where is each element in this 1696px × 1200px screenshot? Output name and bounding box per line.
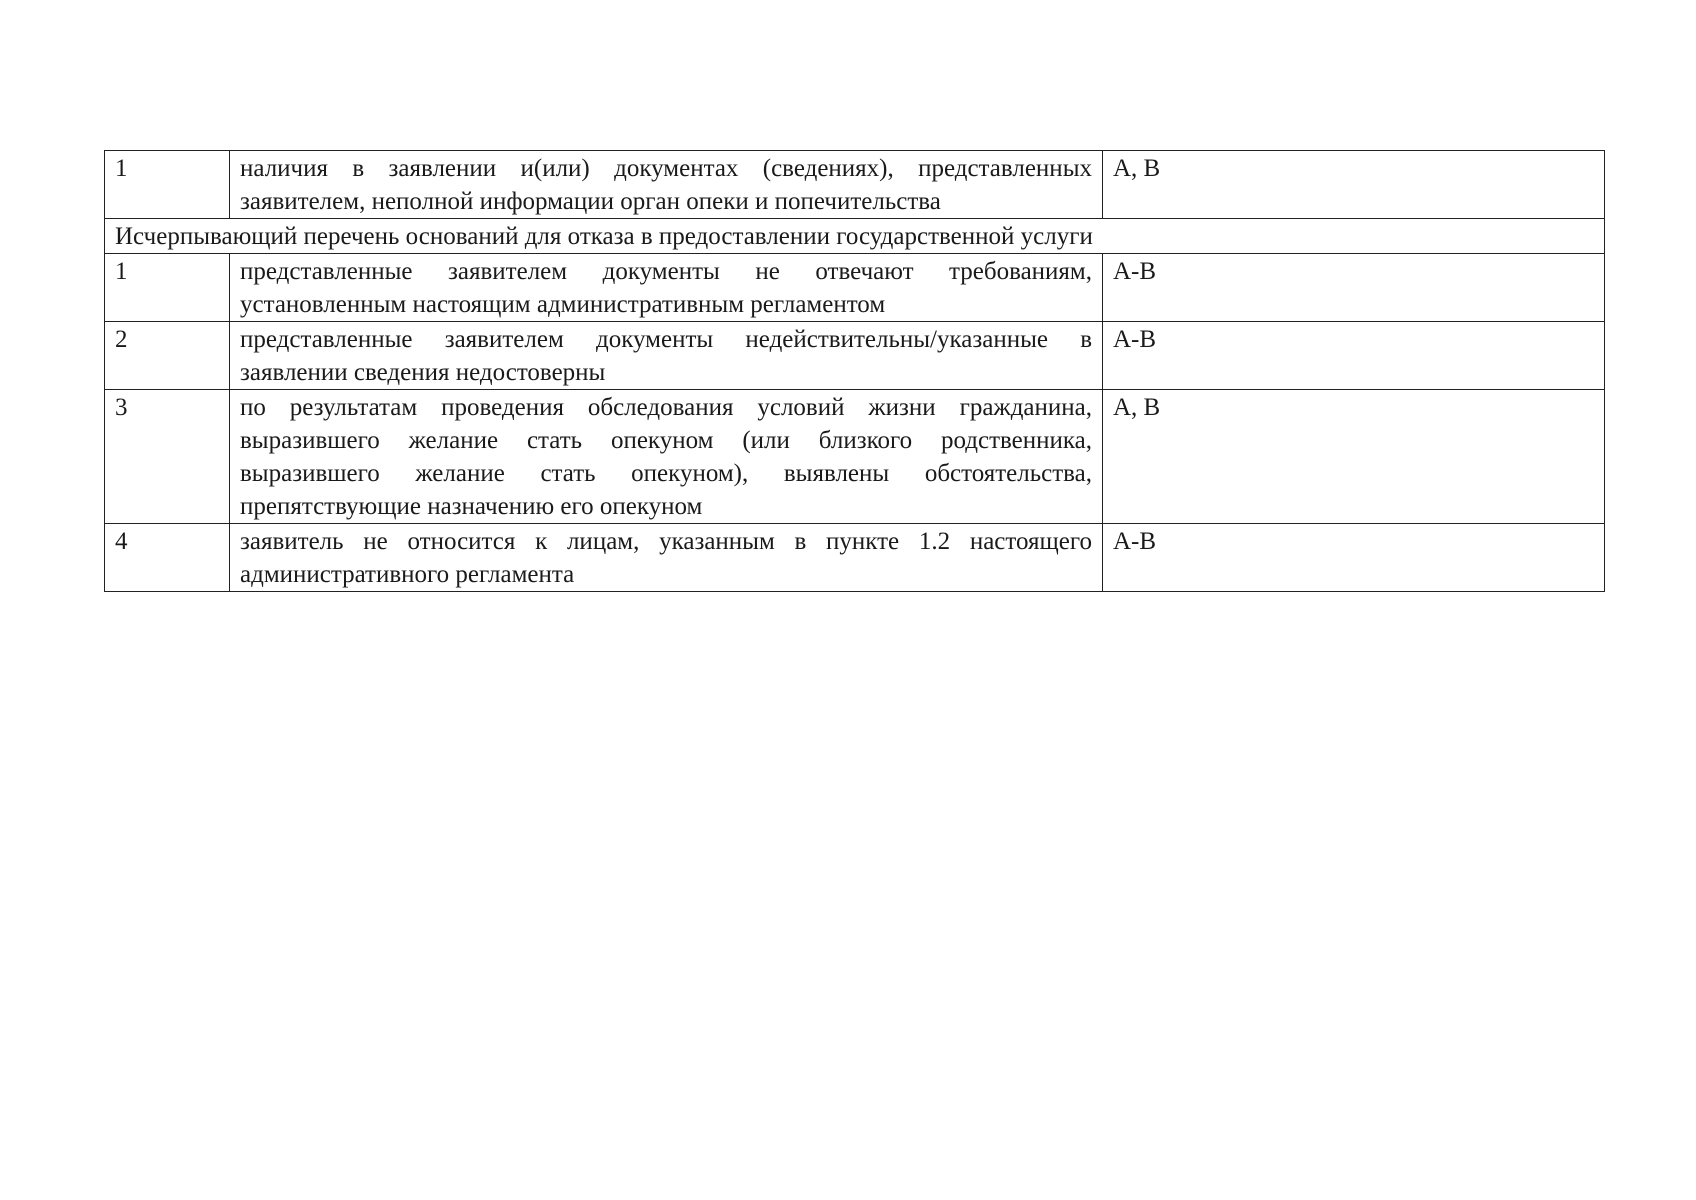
table-row <box>105 390 1605 524</box>
table-row <box>105 151 1605 219</box>
row-number: 3 <box>105 390 230 524</box>
grounds-table <box>104 150 1605 592</box>
row-text: по результатам проведения обследования условий жизни гражданина, выразившего желание стать опекуном (или близкого родственника, выразившего желание стать опекуном), выявлены обстоятельства, препятствующие назначению его опекуном <box>230 390 1103 524</box>
row-number: 1 <box>105 151 230 219</box>
row-code: А, В <box>1103 390 1605 524</box>
section-row <box>105 219 1605 254</box>
table-row <box>105 322 1605 390</box>
row-number: 1 <box>105 254 230 322</box>
row-text: представленные заявителем документы не отвечают требованиям, установленным настоящим административным регламентом <box>230 254 1103 322</box>
row-text: представленные заявителем документы недействительны/указанные в заявлении сведения недостоверны <box>230 322 1103 390</box>
row-code: А-В <box>1103 322 1605 390</box>
row-code: А-В <box>1103 254 1605 322</box>
section-heading: Исчерпывающий перечень оснований для отказа в предоставлении государственной услуги <box>105 219 1605 254</box>
row-text: наличия в заявлении и(или) документах (сведениях), представленных заявителем, неполной информации орган опеки и попечительства <box>230 151 1103 219</box>
table-row <box>105 524 1605 592</box>
row-code: А, В <box>1103 151 1605 219</box>
row-text: заявитель не относится к лицам, указанным в пункте 1.2 настоящего административного регламента <box>230 524 1103 592</box>
table-row <box>105 254 1605 322</box>
row-number: 4 <box>105 524 230 592</box>
row-number: 2 <box>105 322 230 390</box>
row-code: А-В <box>1103 524 1605 592</box>
